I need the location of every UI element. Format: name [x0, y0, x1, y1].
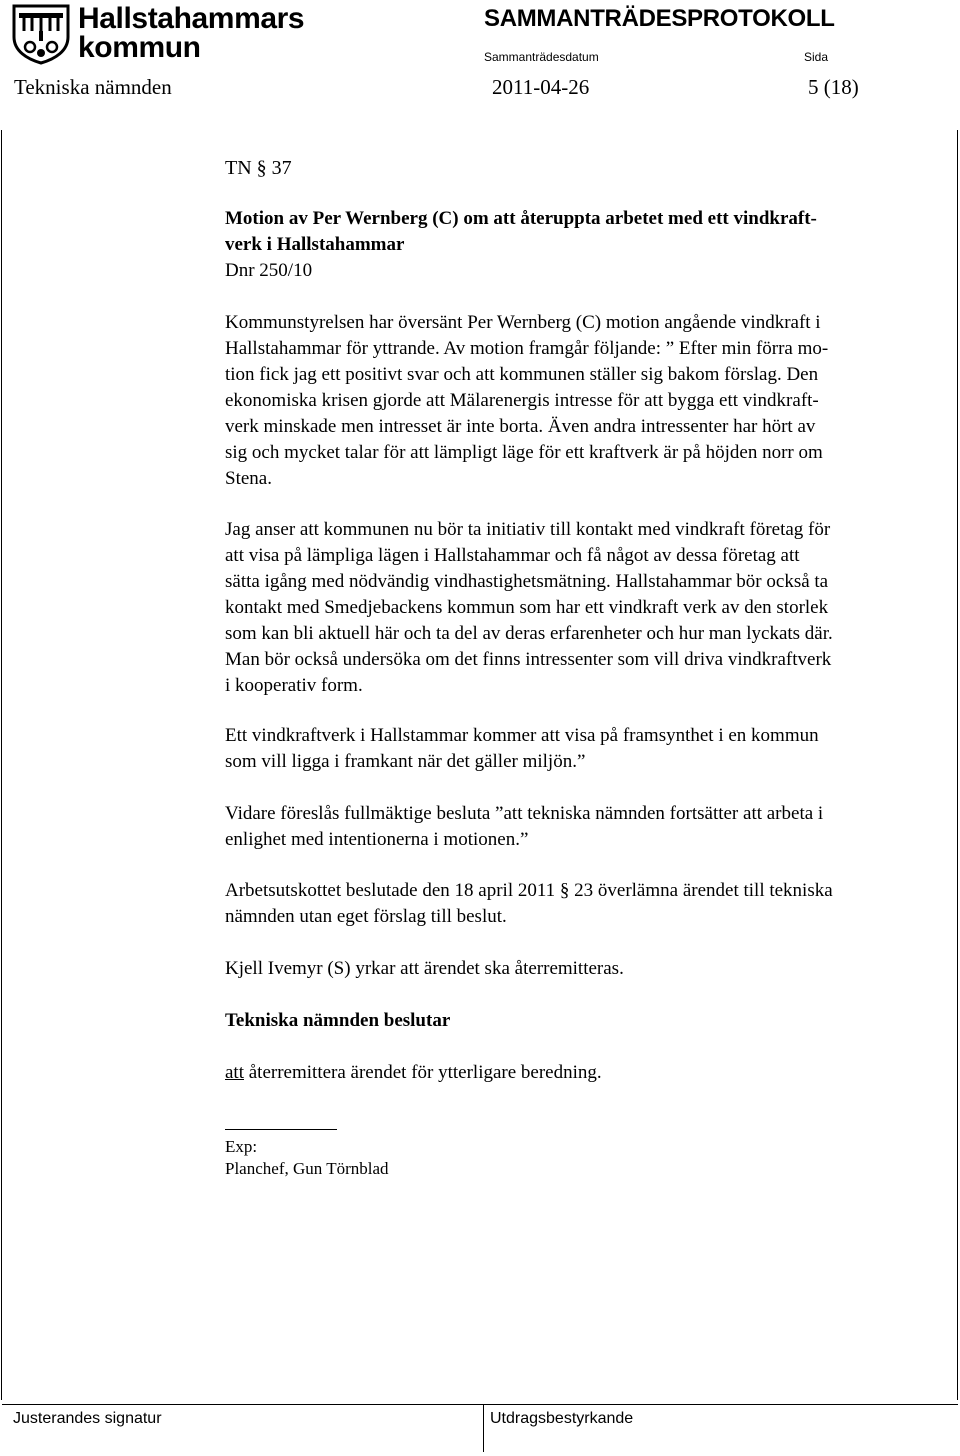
- logo-wordmark-line1: Hallstahammars: [78, 2, 305, 35]
- municipality-logo: [10, 2, 305, 65]
- decision-text: [225, 1060, 602, 1086]
- diary-number: Dnr 250/10: [225, 260, 313, 281]
- footer-rule: [2, 1404, 958, 1405]
- left-margin-rule: [1, 130, 2, 1400]
- body-paragraph: Jag anser att kommunen nu bör ta initiativ till kontakt med vindkraft företag för att visa på lämpliga lägen i Hallstahammar och få något av dessa företag att sätta igång med nödvändig vindhastighetsmätning. Hallstahammar bör också ta kontakt med Smedjebackens kommun som har ett vindkraft verk av den storlek som kan bli aktuell här och ta del av deras erfarenheter och hur man lyckats där. Man bör också undersöka om det finns intressenter som vill driva vindkraftverk i kooperativ form.: [225, 519, 833, 696]
- decision-body: återremittera ärendet för ytterligare beredning.: [244, 1062, 602, 1083]
- body-paragraph: Kjell Ivemyr (S) yrkar att ärendet ska återremitteras.: [225, 958, 624, 979]
- footer-divider: [483, 1404, 484, 1452]
- motion-title: Motion av Per Wernberg (C) om att återuppta arbetet med ett vindkraft- verk i Hallstahammar: [225, 208, 817, 255]
- document-type-title: SAMMANTRÄDESPROTOKOLL: [484, 5, 835, 32]
- meeting-date-label: Sammanträdesdatum: [484, 50, 599, 64]
- case-number: TN § 37: [225, 157, 292, 179]
- extract-certification-label: Utdragsbestyrkande: [490, 1410, 634, 1427]
- body-paragraph: Ett vindkraftverk i Hallstammar kommer att visa på framsynthet i en kommun som vill ligga i framkant när det gäller miljön.”: [225, 725, 819, 772]
- body-paragraph: Kommunstyrelsen har översänt Per Wernberg (C) motion angående vindkraft i Hallstahammar för yttrande. Av motion framgår följande: ” Efter min förra mo- tion fick jag ett positivt svar och att kommunen ställer sig bakom förslag. Den ekonomiska krisen gjorde att Mälarenergis intresse för att bygga ett vindkraft- verk minskade men intresset är inte borta. Även andra intressenter har hört av sig och mycket talar för att lämpligt läge för ett kraftverk är på höjden norr om Stena.: [225, 312, 829, 489]
- decision-heading: Tekniska nämnden beslutar: [225, 1010, 451, 1031]
- distribution-recipients: Planchef, Gun Törnblad: [225, 1159, 389, 1178]
- page-number: 5 (18): [808, 75, 859, 99]
- coat-of-arms-icon: [10, 3, 72, 65]
- distribution-label: Exp:: [225, 1137, 258, 1156]
- meeting-date: 2011-04-26: [492, 75, 590, 99]
- distribution-rule: [225, 1129, 337, 1130]
- page-label: Sida: [804, 50, 829, 64]
- logo-wordmark-line2: kommun: [78, 31, 201, 64]
- right-margin-rule: [957, 130, 958, 1400]
- decision-att: att: [225, 1062, 244, 1083]
- body-paragraph: Vidare föreslås fullmäktige besluta ”att tekniska nämnden fortsätter att arbeta i enlighet med intentionerna i motionen.”: [225, 803, 824, 850]
- signature-field-label: Justerandes signatur: [13, 1410, 162, 1427]
- body-paragraph: Arbetsutskottet beslutade den 18 april 2011 § 23 överlämna ärendet till tekniska nämnden utan eget förslag till beslut.: [225, 880, 833, 927]
- committee-name: Tekniska nämnden: [14, 75, 172, 99]
